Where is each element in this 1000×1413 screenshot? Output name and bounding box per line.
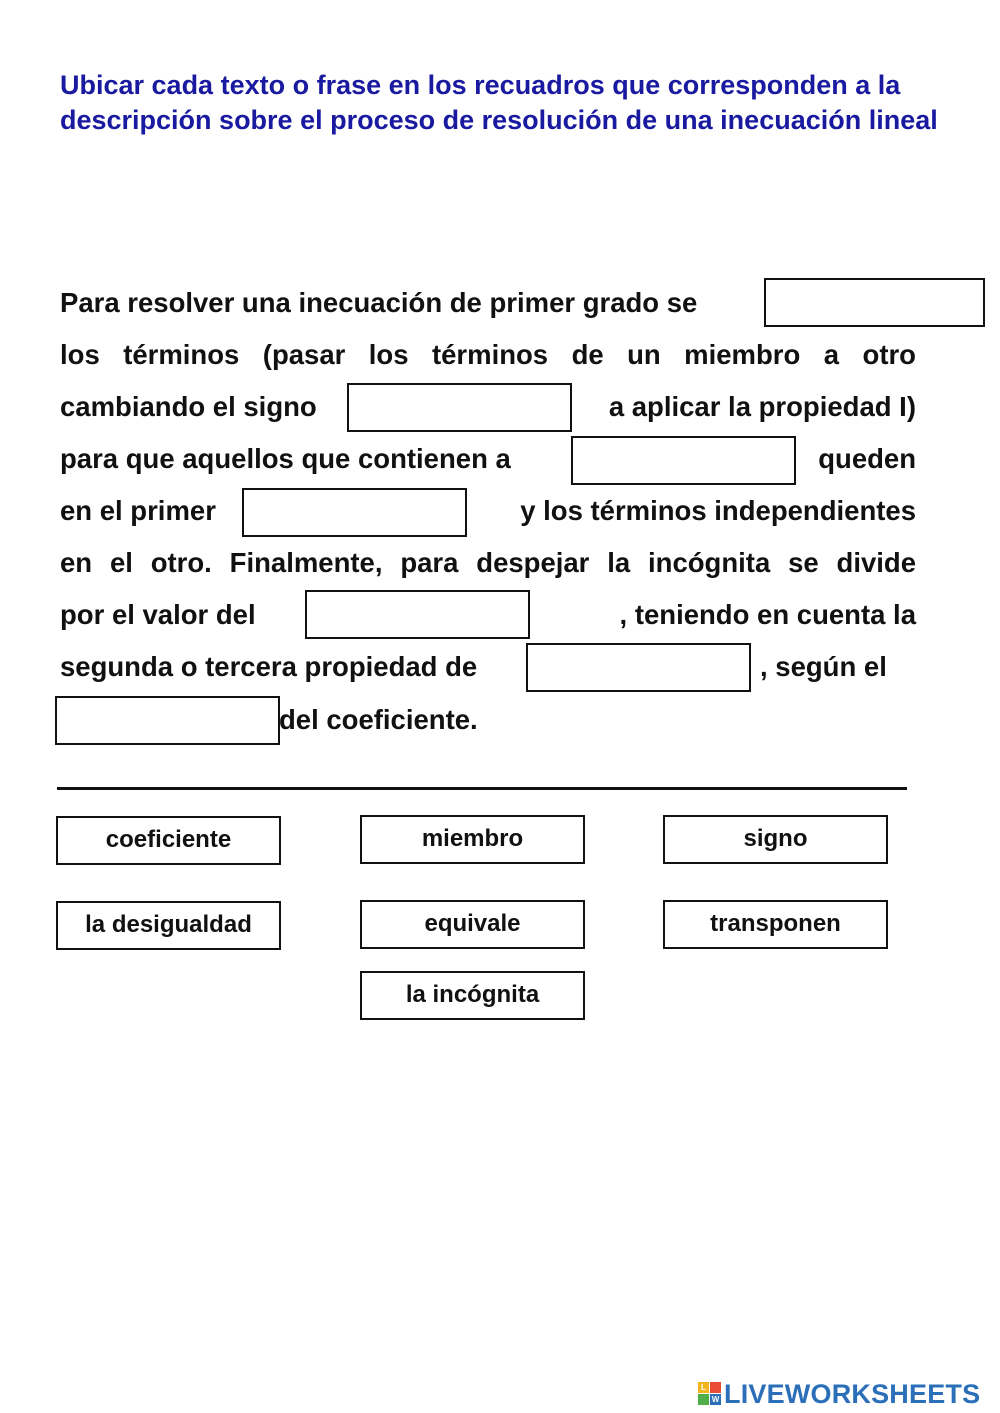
paragraph-text: en el primer: [60, 495, 216, 526]
divider: [57, 787, 907, 790]
answer-box-1[interactable]: [764, 278, 985, 327]
logo-tile: [698, 1394, 709, 1405]
paragraph-line-9: [60, 700, 916, 740]
word-chip-la-incognita[interactable]: la incógnita: [360, 971, 585, 1020]
paragraph-word: divide: [836, 547, 916, 578]
paragraph-word: a: [823, 339, 840, 370]
paragraph-text: Para resolver una inecuación de primer grado se: [60, 287, 698, 318]
paragraph-word: un: [627, 339, 661, 370]
paragraph-text: a aplicar la propiedad I): [608, 391, 916, 422]
paragraph-word: el: [109, 547, 133, 578]
paragraph-word: de: [571, 339, 604, 370]
paragraph-text: para que aquellos que contienen a: [60, 443, 511, 474]
paragraph-line-2: [60, 335, 916, 375]
paragraph-word: la: [607, 547, 631, 578]
word-chip-coeficiente[interactable]: coeficiente: [56, 816, 281, 865]
paragraph-text: , teniendo en cuenta la: [619, 599, 916, 630]
paragraph-word: los: [368, 339, 409, 370]
paragraph-text: queden: [818, 443, 916, 474]
paragraph-word: otro.: [150, 547, 212, 578]
paragraph-word: se: [788, 547, 819, 578]
logo-tile: W: [711, 1395, 720, 1404]
paragraph-word: miembro: [684, 339, 801, 370]
brand-name: LIVEWORKSHEETS: [724, 1378, 981, 1409]
paragraph-word: para: [400, 547, 459, 578]
paragraph-word: los: [60, 339, 100, 370]
answer-box-4[interactable]: [242, 488, 467, 537]
paragraph-word: otro: [862, 339, 916, 370]
paragraph-word: Finalmente,: [229, 547, 383, 578]
liveworksheets-logo: [698, 1378, 980, 1410]
paragraph-word: términos: [431, 339, 549, 370]
word-chip-transponen[interactable]: transponen: [663, 900, 888, 949]
word-chip-equivale[interactable]: equivale: [360, 900, 585, 949]
paragraph-text: por el valor del: [60, 599, 256, 630]
paragraph-word: términos: [123, 339, 240, 370]
paragraph-word: despejar: [476, 547, 590, 578]
paragraph-line-8: [60, 647, 916, 687]
word-chip-miembro[interactable]: miembro: [360, 815, 585, 864]
word-chip-signo[interactable]: signo: [663, 815, 888, 864]
paragraph-text: del coeficiente.: [279, 704, 478, 735]
paragraph-word: en: [60, 547, 93, 578]
paragraph-text: segunda o tercera propiedad de: [60, 651, 478, 682]
answer-box-2[interactable]: [347, 383, 572, 432]
logo-tile: [710, 1382, 721, 1393]
paragraph-text: y los términos independientes: [520, 495, 916, 526]
answer-box-3[interactable]: [571, 436, 796, 485]
word-chip-la-desigualdad[interactable]: la desigualdad: [56, 901, 281, 950]
paragraph-text: cambiando el signo: [60, 391, 317, 422]
answer-box-5[interactable]: [305, 590, 530, 639]
liveworksheets-logo-icon: [698, 1382, 722, 1406]
instructions: Ubicar cada texto o frase en los recuadros que corresponden a la descripción sobre el proceso de resolución de una inecuación lineal: [60, 70, 938, 135]
paragraph-text: , según el: [760, 651, 887, 682]
answer-box-6[interactable]: [526, 643, 751, 692]
paragraph-line-5: [60, 491, 916, 531]
logo-tile: L: [698, 1382, 709, 1393]
paragraph-word: (pasar: [262, 339, 346, 370]
paragraph-word: incógnita: [648, 547, 771, 578]
paragraph-line-6: [60, 543, 916, 583]
